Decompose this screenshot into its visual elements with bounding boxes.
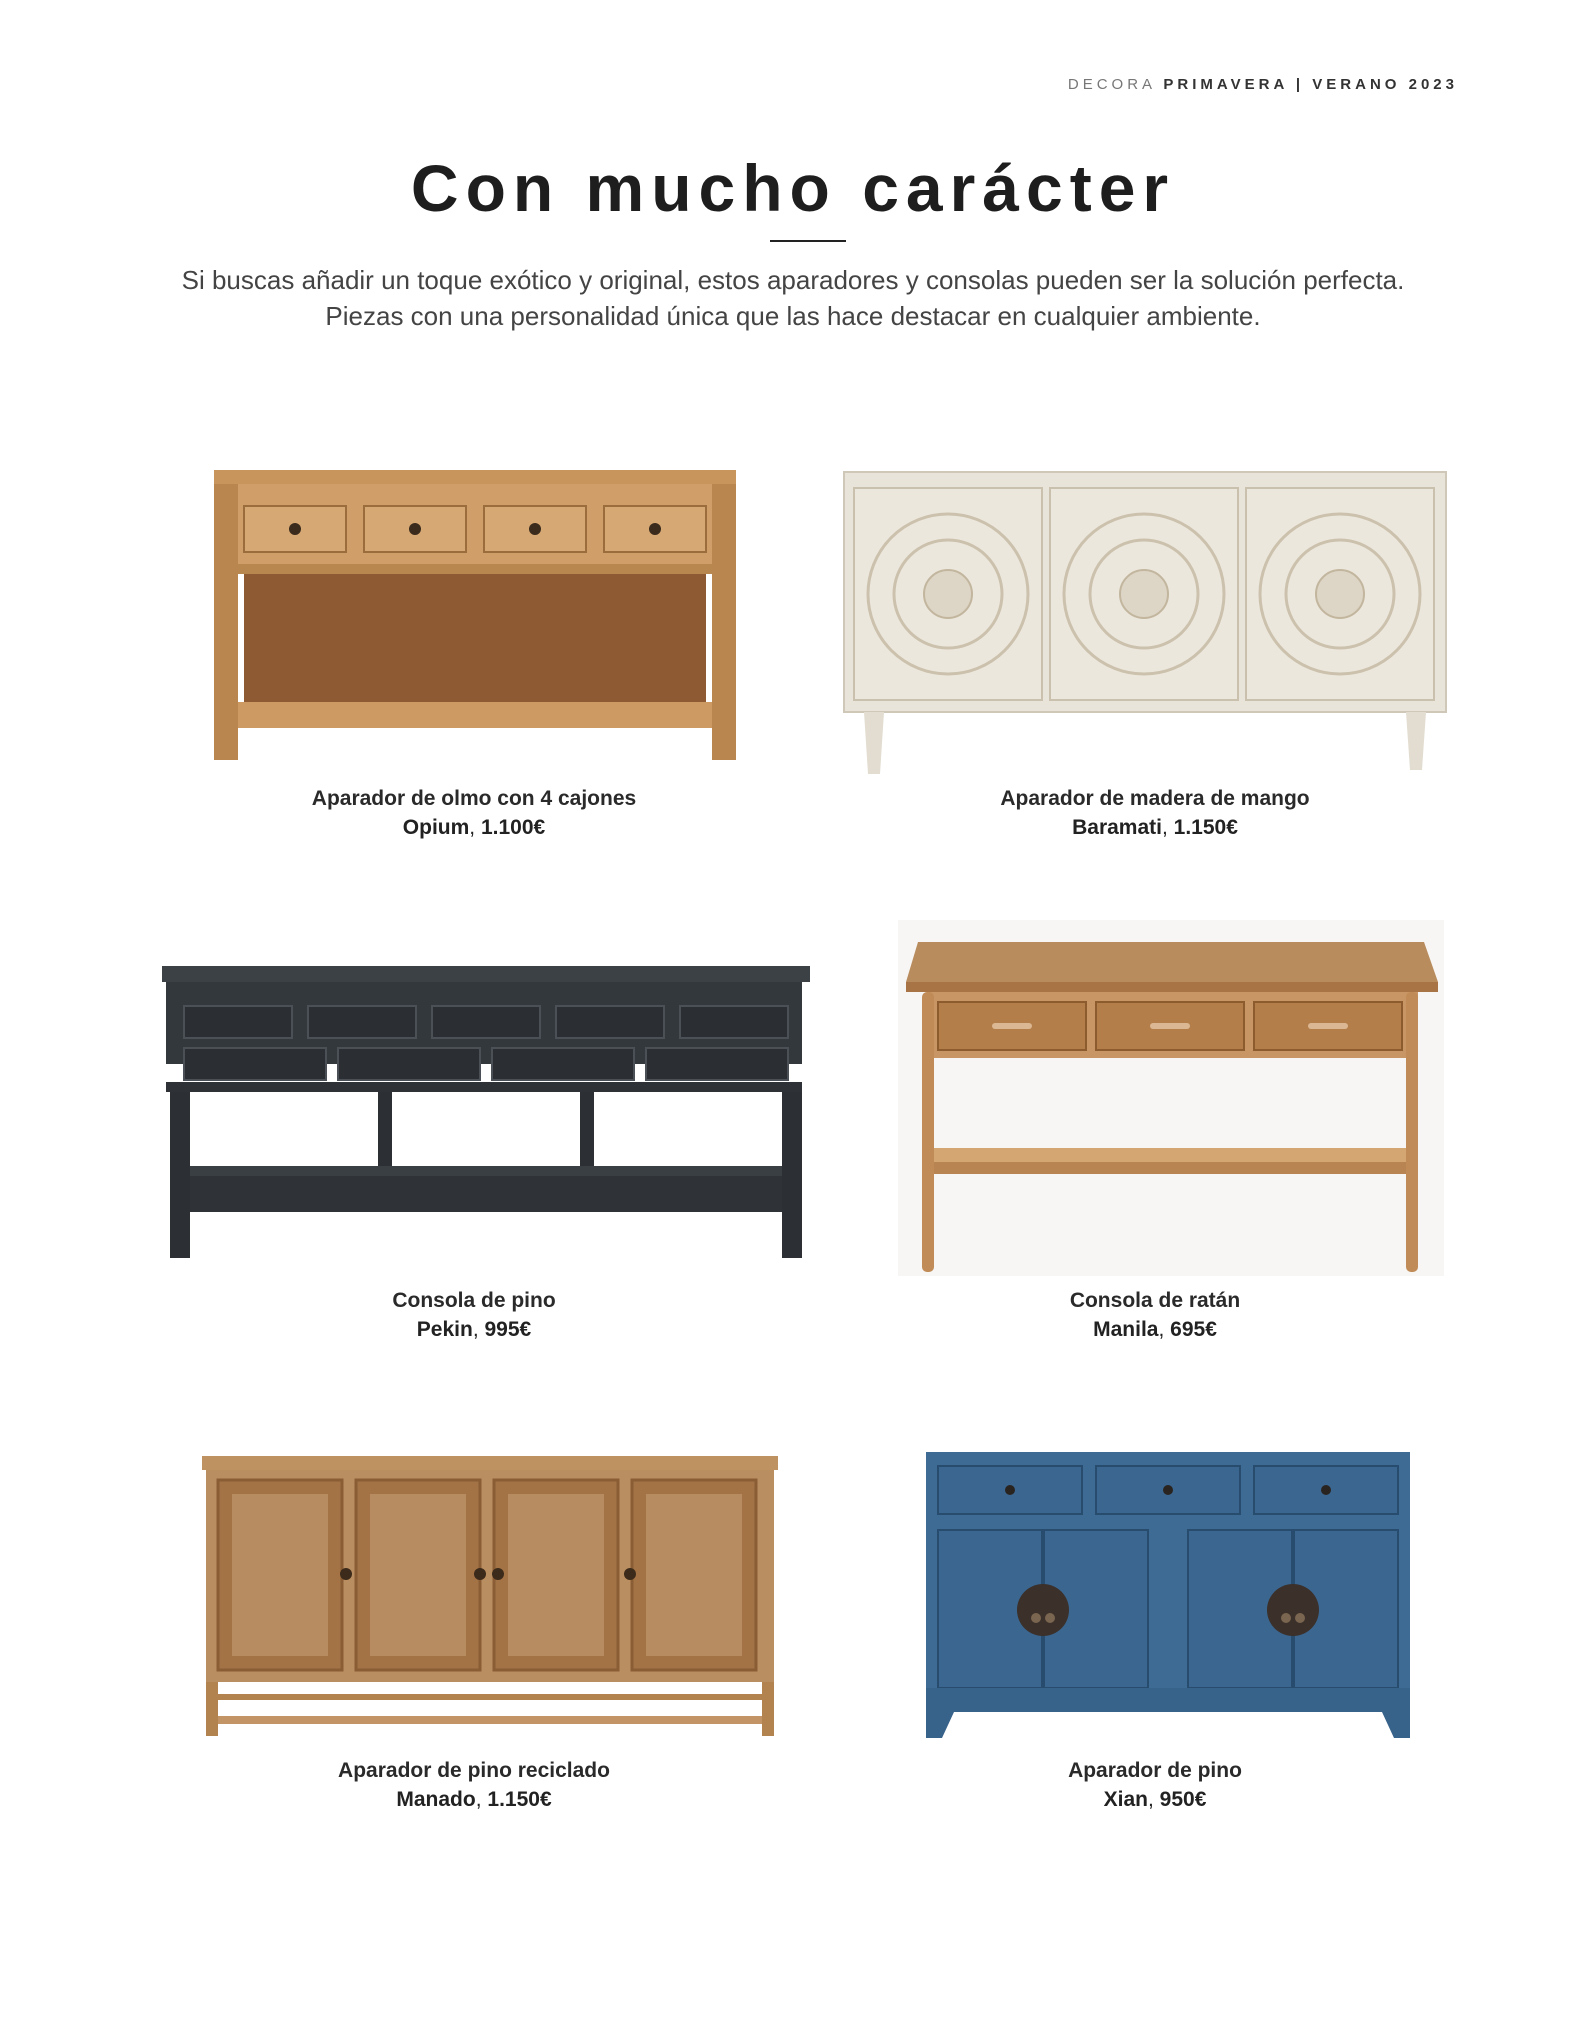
carved-sideboard-icon bbox=[842, 470, 1448, 778]
product-description: Consola de ratán bbox=[1069, 1289, 1241, 1312]
product-caption-manila bbox=[875, 1286, 1435, 1344]
page-title: Con mucho carácter bbox=[410, 151, 1176, 225]
magazine-season: PRIMAVERA | VERANO 2023 bbox=[1163, 76, 1458, 93]
wooden-console-icon bbox=[210, 468, 740, 768]
blue-sideboard-icon bbox=[924, 1450, 1412, 1740]
product-price: 995€ bbox=[484, 1318, 532, 1341]
price-separator: , bbox=[472, 1318, 479, 1341]
price-separator: , bbox=[1147, 1788, 1154, 1811]
price-separator: , bbox=[469, 816, 476, 839]
product-caption-manado bbox=[194, 1756, 754, 1814]
intro-text: Si buscas añadir un toque exótico y original, estos aparadores y consolas pueden ser la solución perfecta. Piezas con una personalidad única que las hace destacar en cualquier ambiente. bbox=[181, 265, 1405, 331]
product-price: 695€ bbox=[1170, 1318, 1217, 1341]
rattan-sideboard-icon bbox=[200, 1454, 780, 1738]
product-description: Aparador de pino reciclado bbox=[338, 1759, 610, 1782]
product-price: 1.100€ bbox=[480, 816, 546, 839]
product-caption-xian bbox=[875, 1756, 1435, 1814]
product-name[interactable]: Xian bbox=[1103, 1788, 1148, 1811]
product-price: 1.150€ bbox=[1173, 816, 1238, 839]
rattan-console-icon bbox=[898, 920, 1444, 1276]
dark-console-icon bbox=[160, 964, 812, 1260]
product-caption-baramati bbox=[875, 784, 1435, 842]
price-separator: , bbox=[1158, 1318, 1165, 1341]
magazine-header bbox=[1068, 76, 1458, 93]
title-divider bbox=[770, 240, 846, 242]
product-price: 1.150€ bbox=[487, 1788, 552, 1811]
product-card-xian[interactable] bbox=[924, 1450, 1412, 1740]
product-description: Aparador de pino bbox=[1068, 1759, 1242, 1782]
product-caption-opium bbox=[194, 784, 754, 842]
product-name[interactable]: Manila bbox=[1093, 1318, 1159, 1341]
product-card-baramati[interactable] bbox=[842, 470, 1448, 778]
product-name[interactable]: Baramati bbox=[1072, 816, 1162, 839]
product-description: Aparador de madera de mango bbox=[1000, 787, 1310, 810]
product-caption-pekin bbox=[194, 1286, 754, 1344]
product-card-manila[interactable] bbox=[898, 920, 1444, 1276]
product-card-opium[interactable] bbox=[210, 468, 740, 768]
product-description: Aparador de olmo con 4 cajones bbox=[311, 787, 637, 810]
product-name[interactable]: Manado bbox=[396, 1788, 476, 1811]
magazine-brand: DECORA bbox=[1067, 76, 1156, 93]
product-card-pekin[interactable] bbox=[160, 964, 812, 1260]
price-separator: , bbox=[475, 1788, 482, 1811]
product-name[interactable]: Opium bbox=[402, 816, 470, 839]
product-price: 950€ bbox=[1159, 1788, 1207, 1811]
product-name[interactable]: Pekin bbox=[416, 1318, 473, 1341]
product-card-manado[interactable] bbox=[200, 1454, 780, 1738]
product-description: Consola de pino bbox=[392, 1289, 556, 1312]
price-separator: , bbox=[1161, 816, 1168, 839]
